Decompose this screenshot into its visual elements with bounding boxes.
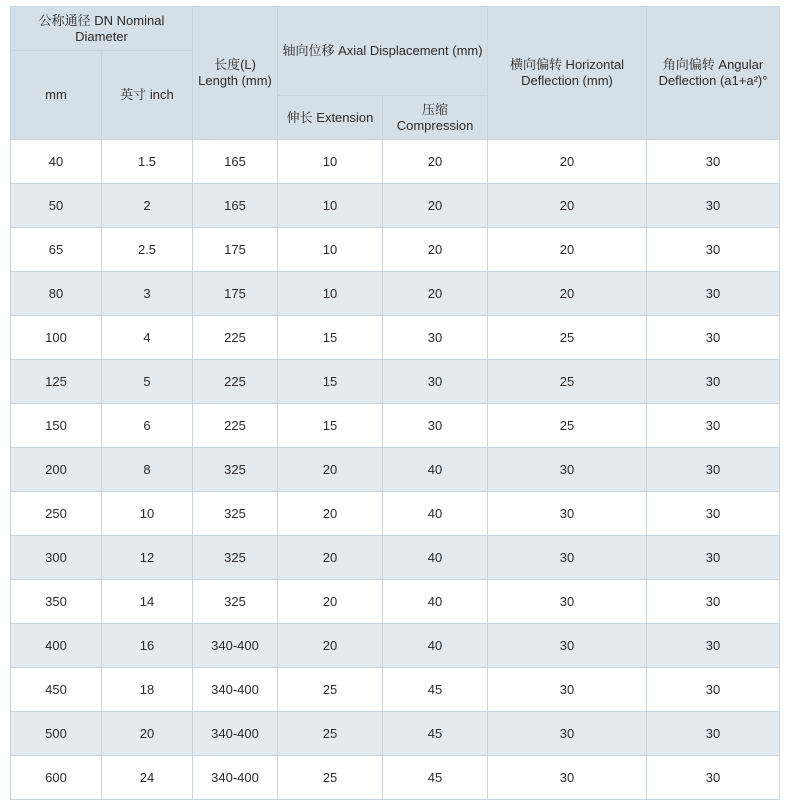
cell-angular: 30 [647, 228, 780, 272]
header-nominal-diameter: 公称通径 DN Nominal Diameter [11, 7, 193, 51]
cell-angular: 30 [647, 624, 780, 668]
cell-extension: 10 [278, 272, 383, 316]
cell-inch: 16 [102, 624, 193, 668]
cell-compression: 20 [383, 184, 488, 228]
cell-mm: 65 [11, 228, 102, 272]
cell-compression: 20 [383, 140, 488, 184]
table-row [11, 228, 780, 272]
table-row [11, 712, 780, 756]
cell-horizontal: 30 [488, 448, 647, 492]
cell-length: 225 [193, 316, 278, 360]
cell-inch: 10 [102, 492, 193, 536]
cell-length: 325 [193, 492, 278, 536]
table-row [11, 360, 780, 404]
table-row [11, 580, 780, 624]
cell-mm: 400 [11, 624, 102, 668]
table-row [11, 536, 780, 580]
cell-inch: 2 [102, 184, 193, 228]
cell-extension: 15 [278, 360, 383, 404]
cell-horizontal: 20 [488, 272, 647, 316]
cell-mm: 125 [11, 360, 102, 404]
cell-mm: 250 [11, 492, 102, 536]
table-row [11, 316, 780, 360]
header-extension: 伸长 Extension [278, 96, 383, 140]
cell-inch: 5 [102, 360, 193, 404]
table-row [11, 404, 780, 448]
cell-angular: 30 [647, 140, 780, 184]
cell-horizontal: 30 [488, 536, 647, 580]
table-body [11, 140, 780, 800]
cell-angular: 30 [647, 712, 780, 756]
cell-mm: 100 [11, 316, 102, 360]
cell-compression: 45 [383, 668, 488, 712]
cell-mm: 350 [11, 580, 102, 624]
header-angular-deflection: 角向偏转 Angular Deflection (a1+a²)° [647, 7, 780, 140]
header-mm: mm [11, 51, 102, 140]
cell-compression: 40 [383, 580, 488, 624]
cell-extension: 20 [278, 580, 383, 624]
cell-compression: 40 [383, 624, 488, 668]
cell-angular: 30 [647, 448, 780, 492]
cell-horizontal: 30 [488, 492, 647, 536]
cell-mm: 450 [11, 668, 102, 712]
cell-mm: 80 [11, 272, 102, 316]
cell-length: 225 [193, 404, 278, 448]
cell-mm: 200 [11, 448, 102, 492]
cell-angular: 30 [647, 316, 780, 360]
cell-angular: 30 [647, 756, 780, 800]
cell-angular: 30 [647, 404, 780, 448]
cell-horizontal: 25 [488, 360, 647, 404]
cell-length: 225 [193, 360, 278, 404]
cell-length: 340-400 [193, 668, 278, 712]
cell-length: 325 [193, 580, 278, 624]
table-row [11, 492, 780, 536]
cell-compression: 30 [383, 360, 488, 404]
spec-table-container [10, 6, 779, 800]
cell-inch: 4 [102, 316, 193, 360]
cell-horizontal: 20 [488, 228, 647, 272]
cell-extension: 25 [278, 756, 383, 800]
cell-inch: 6 [102, 404, 193, 448]
cell-extension: 10 [278, 184, 383, 228]
table-row [11, 668, 780, 712]
cell-compression: 40 [383, 492, 488, 536]
cell-compression: 40 [383, 536, 488, 580]
cell-extension: 20 [278, 536, 383, 580]
cell-horizontal: 25 [488, 404, 647, 448]
cell-angular: 30 [647, 580, 780, 624]
cell-angular: 30 [647, 492, 780, 536]
header-length: 长度(L) Length (mm) [193, 7, 278, 140]
cell-horizontal: 30 [488, 668, 647, 712]
table-row [11, 140, 780, 184]
table-row [11, 448, 780, 492]
table-header [11, 7, 780, 140]
cell-angular: 30 [647, 668, 780, 712]
cell-angular: 30 [647, 536, 780, 580]
cell-mm: 600 [11, 756, 102, 800]
cell-length: 325 [193, 448, 278, 492]
table-row [11, 624, 780, 668]
header-axial-displacement: 轴向位移 Axial Displacement (mm) [278, 7, 488, 96]
cell-length: 165 [193, 184, 278, 228]
spec-table [10, 6, 780, 800]
cell-inch: 3 [102, 272, 193, 316]
cell-length: 175 [193, 272, 278, 316]
cell-length: 340-400 [193, 756, 278, 800]
cell-inch: 12 [102, 536, 193, 580]
cell-horizontal: 25 [488, 316, 647, 360]
table-row [11, 272, 780, 316]
cell-extension: 15 [278, 316, 383, 360]
cell-horizontal: 30 [488, 624, 647, 668]
cell-extension: 25 [278, 712, 383, 756]
cell-horizontal: 30 [488, 756, 647, 800]
table-row [11, 184, 780, 228]
cell-mm: 40 [11, 140, 102, 184]
cell-compression: 45 [383, 712, 488, 756]
cell-length: 325 [193, 536, 278, 580]
cell-inch: 14 [102, 580, 193, 624]
cell-inch: 2.5 [102, 228, 193, 272]
cell-horizontal: 20 [488, 184, 647, 228]
cell-inch: 1.5 [102, 140, 193, 184]
cell-extension: 20 [278, 448, 383, 492]
table-row [11, 756, 780, 800]
cell-compression: 20 [383, 228, 488, 272]
cell-mm: 500 [11, 712, 102, 756]
cell-compression: 45 [383, 756, 488, 800]
cell-horizontal: 30 [488, 580, 647, 624]
header-horizontal-deflection: 横向偏转 Horizontal Deflection (mm) [488, 7, 647, 140]
cell-horizontal: 20 [488, 140, 647, 184]
cell-angular: 30 [647, 184, 780, 228]
cell-extension: 20 [278, 624, 383, 668]
cell-extension: 10 [278, 228, 383, 272]
cell-mm: 150 [11, 404, 102, 448]
cell-angular: 30 [647, 272, 780, 316]
cell-compression: 30 [383, 316, 488, 360]
cell-inch: 20 [102, 712, 193, 756]
cell-horizontal: 30 [488, 712, 647, 756]
cell-extension: 10 [278, 140, 383, 184]
cell-angular: 30 [647, 360, 780, 404]
cell-compression: 20 [383, 272, 488, 316]
cell-length: 340-400 [193, 712, 278, 756]
cell-length: 175 [193, 228, 278, 272]
cell-inch: 24 [102, 756, 193, 800]
cell-length: 165 [193, 140, 278, 184]
cell-extension: 15 [278, 404, 383, 448]
cell-inch: 8 [102, 448, 193, 492]
cell-inch: 18 [102, 668, 193, 712]
cell-mm: 300 [11, 536, 102, 580]
cell-mm: 50 [11, 184, 102, 228]
cell-extension: 20 [278, 492, 383, 536]
cell-compression: 30 [383, 404, 488, 448]
cell-compression: 40 [383, 448, 488, 492]
header-compression: 压缩 Compression [383, 96, 488, 140]
cell-length: 340-400 [193, 624, 278, 668]
cell-extension: 25 [278, 668, 383, 712]
header-inch: 英寸 inch [102, 51, 193, 140]
